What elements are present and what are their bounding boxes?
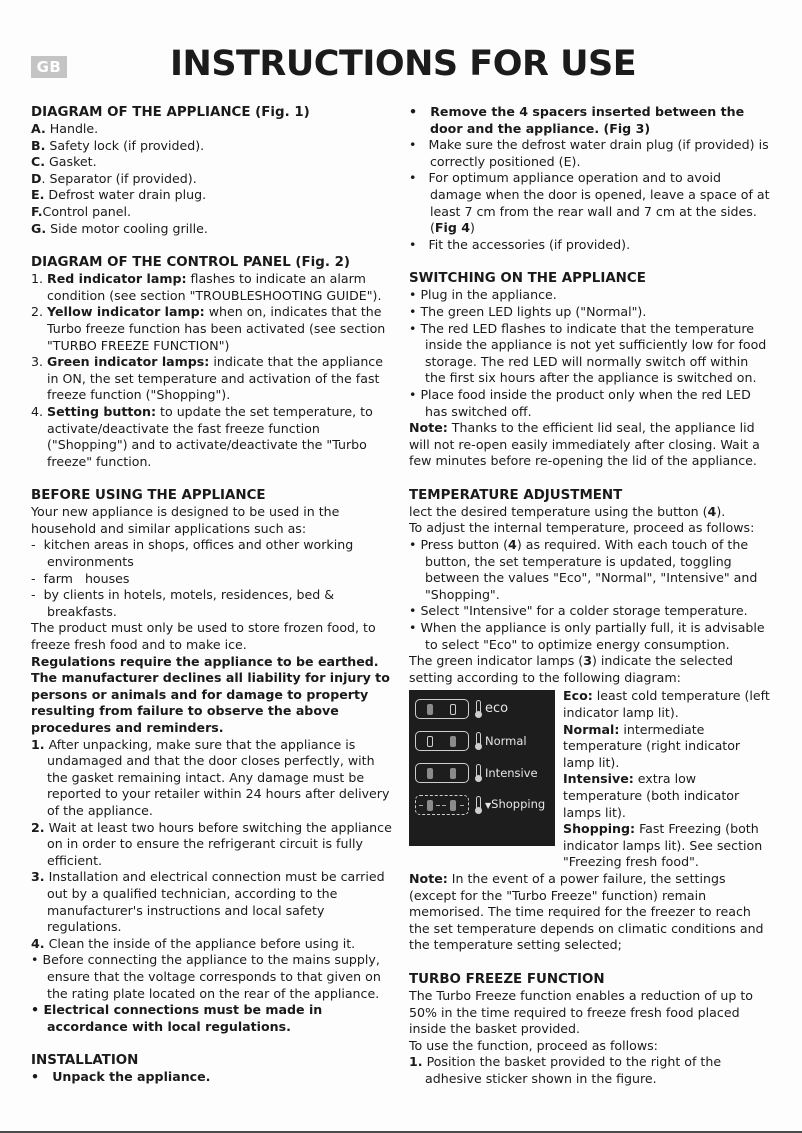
control-panel-figure [409, 690, 555, 846]
section-temperature-adjustment [409, 487, 771, 954]
bullet-item: • Make sure the defrost water drain plug (if provided) is correctly positioned (E). [409, 137, 769, 169]
intro-text: Your new appliance is designed to be used in the household and similar applications such as: [31, 504, 340, 536]
panel-mode-shopping [415, 794, 545, 816]
item-key: E. [31, 187, 45, 203]
mode-label: Normal [485, 734, 527, 749]
legend-item [563, 821, 771, 871]
item-label: Yellow indicator lamp: [47, 304, 205, 320]
step-text: After unpacking, make sure that the appliance is undamaged and that the door closes perfectly, with the gasket remaining intact. Any damage must be reported to your retailer within 24 hours after delivery of the appliance. [44, 736, 390, 818]
mode-label: Intensive [485, 766, 538, 781]
item-text: to update the set temperature, to activate/deactivate the fast freeze function ("Shopping") and to activate/deactivate the "Turbo freeze" function. [47, 403, 373, 469]
thermometer-icon [475, 700, 482, 718]
text: The green indicator lamps ( [409, 653, 584, 669]
lamp-blink-icon [427, 800, 433, 811]
section-title: SWITCHING ON THE APPLIANCE [409, 271, 646, 287]
list-item [31, 304, 396, 354]
bullet-item: • Fit the accessories (if provided). [409, 236, 631, 252]
legend-item [563, 771, 771, 821]
language-badge: GB [31, 56, 67, 78]
legend-text: intermediate temperature (right indicator lamp lit). [563, 721, 741, 770]
section-before-using [31, 487, 396, 1035]
button-reference: 4 [707, 503, 717, 519]
note-text: In the event of a power failure, the settings (except for the "Turbo Freeze" function) remain memorised. The time required for the freezer to reach the set temperature depends on climatic conditions and the temperature setting selected; [409, 870, 764, 953]
item-text: Side motor cooling grille. [46, 220, 208, 236]
button-reference: 4 [508, 537, 517, 553]
section-title: DIAGRAM OF THE APPLIANCE (Fig. 1) [31, 105, 310, 120]
lamp-on-icon [427, 704, 433, 715]
text: Press button ( [420, 537, 509, 553]
legend-label: Shopping: [563, 821, 636, 837]
legend-text: least cold temperature (left indicator lamp lit). [563, 688, 770, 720]
bullet-text: Fit the accessories (if provided). [428, 236, 631, 252]
bullet-item: • Plug in the appliance. [409, 287, 557, 303]
bullet-text: Unpack the appliance. [52, 1069, 211, 1085]
legend-item [563, 688, 771, 721]
note-label: Note: [409, 870, 448, 886]
item-text: indicate that the appliance in ON, the set temperature and activation of the fast freeze function ("Shopping"). [47, 354, 383, 403]
section-turbo-freeze [409, 971, 771, 1088]
item-key: D [31, 170, 42, 186]
thermometer-icon [475, 764, 482, 782]
section-title: TURBO FREEZE FUNCTION [409, 971, 605, 987]
legend-text: extra low temperature (both indicator lamps lit). [563, 771, 740, 820]
section-title: BEFORE USING THE APPLIANCE [31, 488, 266, 504]
note-label: Note: [409, 420, 448, 436]
figure-reference: Fig 4 [434, 220, 471, 236]
step-number: 4. [31, 935, 45, 951]
step-text: Position the basket provided to the right of the adhesive sticker shown in the figure. [422, 1054, 722, 1086]
paragraph [409, 504, 771, 521]
bullet-item: • Electrical connections must be made in accordance with local regulations. [31, 1002, 323, 1034]
item-label: Green indicator lamps: [47, 354, 210, 370]
bullet-item: • When the appliance is only partially full, it is advisable to select "Eco" to optimize energy consumption. [409, 620, 765, 652]
step-number: 2. [31, 819, 45, 835]
list-item [31, 154, 396, 171]
item-text: by clients in hotels, motels, residences, bed & breakfasts. [43, 587, 335, 619]
lamp-blink-icon [450, 800, 456, 811]
thermometer-snowflake-icon [475, 796, 482, 814]
step-text: Clean the inside of the appliance before using it. [44, 935, 356, 951]
indicator-lamps [415, 763, 469, 783]
legend-item [563, 722, 771, 772]
step-item [31, 820, 396, 870]
section-title: TEMPERATURE ADJUSTMENT [409, 487, 623, 503]
list-item [31, 221, 396, 238]
paragraph: To adjust the internal temperature, proceed as follows: [409, 520, 755, 536]
indicator-lamps [415, 731, 469, 751]
mode-label: ▼Shopping [485, 797, 546, 812]
bullet-text: The red LED flashes to indicate that the temperature inside the appliance is not yet sufficiently low for food storage. The red LED will normally switch off within the first six hours after the appliance is switched on. [420, 320, 767, 386]
step-text: Wait at least two hours before switching the appliance on in order to ensure the refrigerant circuit is fully efficient. [44, 819, 392, 868]
list-item: - kitchen areas in shops, offices and other working environments [31, 537, 354, 570]
bullet-item: • Before connecting the appliance to the mains supply, ensure that the voltage corresponds to that given on the rating plate located on the rear of the appliance. [31, 952, 381, 1001]
bullet-item: • Unpack the appliance. [31, 1069, 211, 1085]
bullet-text: Before connecting the appliance to the mains supply, ensure that the voltage corresponds to that given on the rating plate located on the rear of the appliance. [42, 952, 381, 1001]
item-text: Handle. [45, 121, 99, 136]
panel-mode-eco [415, 698, 508, 720]
spacer [409, 954, 771, 971]
section-switching-on [409, 270, 771, 470]
bullet-text: For optimum appliance operation and to avoid damage when the door is opened, leave a space of at least 7 cm from the rear wall and 7 cm at the sides. ( [428, 170, 770, 236]
list-item [31, 204, 396, 221]
step-item [31, 869, 396, 935]
mode-label: eco [485, 701, 509, 717]
item-key: G. [31, 220, 47, 236]
text: ) as required. With each touch of the button, the set temperature is updated, toggling between the values "Eco", "Normal", "Intensive" and "Shopping". [425, 537, 758, 602]
note [409, 871, 771, 954]
list-item [31, 187, 396, 204]
item-key: B. [31, 137, 46, 153]
note-text: Thanks to the efficient lid seal, the appliance lid will not re-open easily immediately after closing. Wait a few minutes before re-opening the lid of the appliance. [409, 420, 760, 469]
list-item [31, 171, 396, 188]
item-text: Control panel. [42, 203, 132, 219]
text: ) indicate the selected setting according to the following diagram: [409, 653, 734, 685]
note [409, 420, 771, 470]
bullet-item: • The red LED flashes to indicate that the temperature inside the appliance is not yet sufficiently low for food storage. The red LED will normally switch off within the first six hours after the appliance is switched on. [409, 320, 767, 386]
panel-mode-normal [415, 730, 527, 752]
spacer [409, 470, 771, 487]
item-key: F. [31, 203, 43, 219]
legend-label: Normal: [563, 721, 620, 737]
text: lect the desired temperature using the button ( [409, 503, 708, 519]
page-title: INSTRUCTIONS FOR USE [170, 44, 637, 84]
step-item [31, 936, 396, 953]
bullet-item: • The green LED lights up ("Normal"). [409, 303, 647, 319]
indicator-lamps [415, 699, 469, 719]
bullet-item: • Select "Intensive" for a colder storage temperature. [409, 603, 748, 619]
item-text: flashes to indicate an alarm condition (see section "TROUBLESHOOTING GUIDE"). [47, 271, 382, 303]
panel-mode-intensive [415, 762, 538, 784]
mode-legend [563, 688, 771, 871]
spacer [31, 470, 396, 487]
bullet-text: Place food inside the product only when the red LED has switched off. [420, 386, 751, 419]
section-installation [31, 1052, 396, 1086]
right-column [409, 104, 771, 1087]
item-text: when on, indicates that the Turbo freeze function has been activated (see section "TURBO FREEZE FUNCTION") [47, 304, 386, 353]
bullet-text: Remove the 4 spacers inserted between the door and the appliance. (Fig 3) [430, 104, 745, 136]
list-item [31, 121, 396, 138]
lamp-on-icon [427, 768, 433, 779]
item-text: Defrost water drain plug. [44, 187, 207, 203]
lamp-on-icon [450, 736, 456, 747]
legend-label: Intensive: [563, 771, 634, 787]
bullet-text: When the appliance is only partially full, it is advisable to select "Eco" to optimize energy consumption. [420, 620, 765, 652]
paragraph [409, 653, 771, 686]
list-item: - by clients in hotels, motels, residences, bed & breakfasts. [31, 587, 335, 619]
bullet-text: The green LED lights up ("Normal"). [420, 303, 647, 319]
legend-label: Eco: [563, 688, 593, 704]
lamp-reference: 3 [583, 653, 592, 669]
list-item: - farm houses [31, 570, 130, 586]
item-key: A. [31, 121, 46, 136]
item-number: 1. [31, 271, 48, 287]
spacer [31, 237, 396, 254]
bullet-item: • For optimum appliance operation and to avoid damage when the door is opened, leave a space of at least 7 cm from the rear wall and 7 cm at the sides. (Fig 4) [409, 170, 770, 236]
item-number: 3. [31, 354, 48, 370]
spacer [409, 253, 771, 270]
item-text: . Separator (if provided). [41, 170, 197, 186]
list-item [31, 354, 396, 404]
step-number: 1. [31, 736, 45, 752]
item-number: 2. [31, 304, 48, 320]
legend-text: Fast Freezing (both indicator lamps lit). See section "Freezing fresh food". [563, 821, 763, 870]
bullet-item: • Press button (4) as required. With each touch of the button, the set temperature is updated, toggling between the values "Eco", "Normal", "Intensive" and "Shopping". [409, 537, 758, 602]
text: ). [716, 503, 726, 519]
item-text: Gasket. [45, 154, 97, 170]
warning-text: Regulations require the appliance to be earthed. The manufacturer declines all liability for injury to persons or animals and for damage to property resulting from failure to observe the above procedures and reminders. [31, 653, 390, 735]
lamp-off-icon [450, 704, 456, 715]
bullet-text: Select "Intensive" for a colder storage temperature. [420, 603, 748, 619]
bullet-item: • Remove the 4 spacers inserted between the door and the appliance. (Fig 3) [409, 104, 745, 136]
paragraph: The Turbo Freeze function enables a reduction of up to 50% in the time required to freeze fresh food placed inside the basket provided. [409, 987, 754, 1037]
bullet-item: • Place food inside the product only when the red LED has switched off. [409, 386, 751, 419]
control-panel-figure-row [409, 688, 771, 871]
bullet-text: Electrical connections must be made in accordance with local regulations. [43, 1002, 323, 1034]
step-text: Installation and electrical connection must be carried out by a qualified technician, according to the manufacturer's instructions and local safety regulations. [44, 869, 385, 935]
section-installation-continued [409, 104, 771, 253]
paragraph: To use the function, proceed as follows: [409, 1037, 658, 1053]
item-text: Safety lock (if provided). [45, 137, 205, 153]
item-text: farm houses [43, 570, 130, 586]
bullet-suffix: ) [470, 220, 475, 236]
section-diagram-appliance [31, 104, 396, 237]
step-number: 3. [31, 869, 45, 885]
item-text: kitchen areas in shops, offices and other working environments [43, 537, 354, 570]
section-title: DIAGRAM OF THE CONTROL PANEL (Fig. 2) [31, 255, 351, 271]
left-column [31, 104, 396, 1086]
item-key: C. [31, 154, 46, 170]
list-item [31, 404, 396, 470]
bullet-text: Plug in the appliance. [420, 287, 557, 303]
mode-label-text: Shopping [491, 797, 546, 812]
step-item [409, 1054, 771, 1087]
indicator-lamps-blinking [415, 795, 469, 815]
lamp-on-icon [450, 768, 456, 779]
item-label: Setting button: [47, 403, 157, 419]
section-title: INSTALLATION [31, 1053, 139, 1069]
step-number: 1. [409, 1054, 423, 1070]
product-use-text: The product must only be used to store frozen food, to freeze fresh food and to make ice. [31, 620, 376, 653]
step-item [31, 737, 396, 820]
list-item [31, 138, 396, 155]
bullet-text: Make sure the defrost water drain plug (if provided) is correctly positioned (E). [428, 137, 769, 169]
section-diagram-control-panel [31, 254, 396, 470]
item-label: Red indicator lamp: [47, 271, 187, 287]
thermometer-icon [475, 732, 482, 750]
list-item [31, 271, 396, 304]
lamp-off-icon [427, 736, 433, 747]
item-number: 4. [31, 403, 48, 419]
spacer [31, 1035, 396, 1052]
page-header [0, 0, 802, 100]
